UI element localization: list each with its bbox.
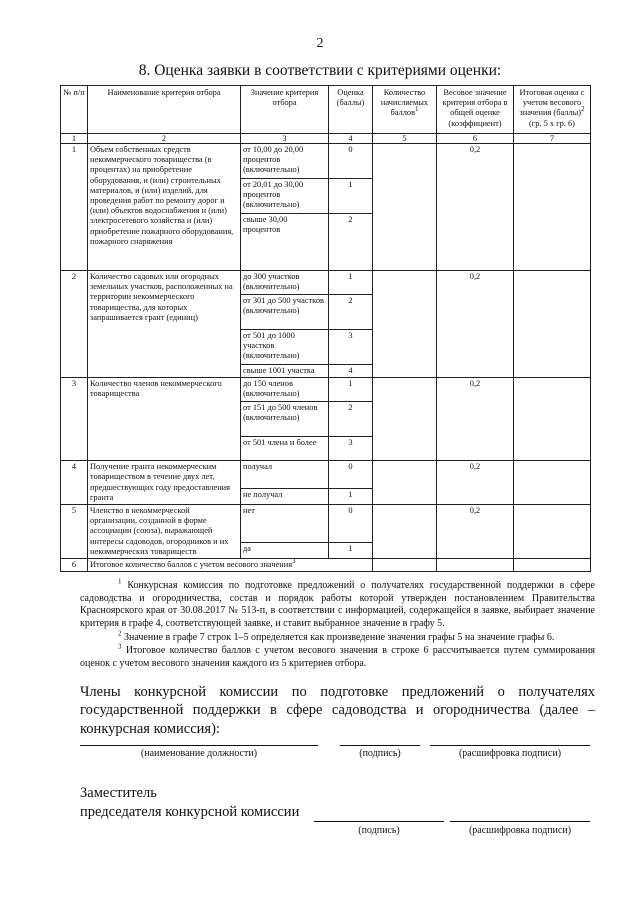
points-cell <box>373 271 437 378</box>
header-weight: Весовое значение критерия отбора в общей оценке (коэффициент) <box>437 86 514 134</box>
footnote-text: Итоговое количество баллов с учетом весового значения в строке 6 рассчитывается путем суммирования оценок с учетом весового значения каждого из 5 критериев отбора. <box>80 645 596 669</box>
footnote-text: Конкурсная комиссия по подготовке предложений о получателях государственной поддержки в сфере садоводства и огородничества, состав и порядок работы которой утвержден постановлением Правительства Красноярского края от 30.08.2017 № 513-п, в соответствии с информацией, содержащейся в заявке, выбирает значение критерия в графе 4, соответствующей заявке, и ставит выбранное значение в графу 5. <box>80 580 596 629</box>
final-score-cell <box>514 461 591 505</box>
col-number: 3 <box>241 134 329 144</box>
criterion-score: 0 <box>329 505 373 543</box>
criterion-name: Количество членов некоммерческого товарищества <box>88 378 241 461</box>
header-final-text: Итоговая оценка с учетом весового значения (баллы) <box>519 88 585 118</box>
criterion-score: 0 <box>329 144 373 179</box>
page-number: 2 <box>316 36 324 51</box>
signature-line <box>340 745 420 746</box>
criterion-name: Объем собственных средств некоммерческого товарищества (в процентах) на приобретение оборудования, и (или) строительных материалов, и (или) изделий, для проведения работ по ремонту дорог и (или) объектов водоснабжения и (или) электросетевого хозяйства и (или) приобретение пожарного оборудования, пожарного снаряжения <box>88 144 241 271</box>
decoding-line <box>430 745 590 746</box>
criterion-value: от 151 до 500 членов (включительно) <box>241 402 329 437</box>
criterion-score: 0 <box>329 461 373 489</box>
deputy-line-1: Заместитель <box>80 785 157 801</box>
criterion-score: 1 <box>329 543 373 559</box>
criterion-value: до 150 членов (включительно) <box>241 378 329 402</box>
criterion-score: 3 <box>329 330 373 365</box>
table-row <box>61 505 591 543</box>
footnote-ref-2: 2 <box>581 105 585 114</box>
weight-cell: 0,2 <box>437 461 514 505</box>
criterion-value: нет <box>241 505 329 543</box>
caption-signature: (подпись) <box>359 748 401 759</box>
row-number: 4 <box>61 461 88 505</box>
criterion-name: Членство в некоммерческой организации, созданной в форме ассоциации (союза), выражающей интересы садоводов, огородников и их некоммерческих товариществ <box>88 505 241 559</box>
section-title: 8. Оценка заявки в соответствии с критериями оценки: <box>138 62 502 79</box>
total-points-cell <box>373 559 437 572</box>
column-numbers-row <box>61 134 591 144</box>
criterion-score: 1 <box>329 489 373 505</box>
criterion-value: да <box>241 543 329 559</box>
criterion-value: получал <box>241 461 329 489</box>
col-number: 1 <box>61 134 88 144</box>
total-label-cell <box>88 559 373 572</box>
table-row <box>61 144 591 179</box>
footnote-text: Значение в графе 7 строк 1–5 определяется как произведение значения графы 5 на значение графы 6. <box>124 632 555 643</box>
criterion-score: 2 <box>329 214 373 271</box>
total-label: Итоговое количество баллов с учетом весового значения <box>90 560 293 570</box>
final-score-cell <box>514 378 591 461</box>
deputy-signature-line <box>314 821 444 822</box>
weight-cell: 0,2 <box>437 505 514 559</box>
footnote-1 <box>80 577 596 630</box>
footnote-mark: 1 <box>118 577 122 586</box>
points-cell <box>373 144 437 271</box>
criterion-name: Получение гранта некоммерческим товариществом в течение двух лет, предшествующих году предоставления гранта <box>88 461 241 505</box>
table-header-row <box>61 86 591 134</box>
header-num: № п/п <box>61 86 88 134</box>
table-row <box>61 378 591 402</box>
total-weight-cell <box>437 559 514 572</box>
points-cell <box>373 378 437 461</box>
header-score: Оценка (баллы) <box>329 86 373 134</box>
criterion-value: до 300 участков (включительно) <box>241 271 329 295</box>
final-score-cell <box>514 271 591 378</box>
caption-decoding: (расшифровка подписи) <box>458 748 562 759</box>
points-cell <box>373 505 437 559</box>
row-number: 6 <box>61 559 88 572</box>
criterion-name: Количество садовых или огородных земельных участков, расположенных на территории некоммерческого товарищества, для которых запрашивается грант (единиц) <box>88 271 241 378</box>
criterion-value: не получал <box>241 489 329 505</box>
col-number: 5 <box>373 134 437 144</box>
header-criterion: Наименование критерия отбора <box>88 86 241 134</box>
table-row <box>61 271 591 295</box>
criterion-score: 2 <box>329 295 373 330</box>
criterion-score: 1 <box>329 179 373 214</box>
table-row <box>61 461 591 489</box>
row-number: 3 <box>61 378 88 461</box>
deputy-caption-decoding: (расшифровка подписи) <box>468 825 572 836</box>
deputy-line-2: председателя конкурсной комиссии <box>80 804 300 820</box>
footnote-mark: 3 <box>118 642 122 651</box>
weight-cell: 0,2 <box>437 271 514 378</box>
col-number: 2 <box>88 134 241 144</box>
weight-cell: 0,2 <box>437 144 514 271</box>
deputy-decoding-line <box>450 821 590 822</box>
footnote-3 <box>80 642 596 670</box>
col-number: 6 <box>437 134 514 144</box>
footnote-ref-3: 3 <box>292 558 296 566</box>
deputy-title <box>80 784 299 822</box>
footnote-2 <box>80 629 595 645</box>
final-score-cell <box>514 505 591 559</box>
criterion-score: 2 <box>329 402 373 437</box>
criterion-value: от 10,00 до 20,00 процентов (включительно) <box>241 144 329 179</box>
commission-members-text: Члены конкурсной комиссии по подготовке предложений о получателях государственной поддержки в сфере садоводства и огородничества (далее – конкурсная комиссия): <box>80 684 595 737</box>
header-count <box>373 86 437 134</box>
header-count-text: Количество начисляемых баллов <box>380 88 429 118</box>
col-number: 4 <box>329 134 373 144</box>
caption-position: (наименование должности) <box>140 748 258 759</box>
total-row <box>61 559 591 572</box>
criterion-score: 1 <box>329 378 373 402</box>
deputy-caption-signature: (подпись) <box>358 825 400 836</box>
total-final-cell <box>514 559 591 572</box>
col-number: 7 <box>514 134 591 144</box>
header-value: Значение критерия отбора <box>241 86 329 134</box>
row-number: 2 <box>61 271 88 378</box>
position-line <box>80 745 318 746</box>
criterion-score: 4 <box>329 365 373 378</box>
criterion-value: от 501 члена и более <box>241 437 329 461</box>
row-number: 1 <box>61 144 88 271</box>
weight-cell: 0,2 <box>437 378 514 461</box>
footnote-mark: 2 <box>118 629 122 638</box>
criteria-table <box>60 85 591 572</box>
row-number: 5 <box>61 505 88 559</box>
footnote-ref-1: 1 <box>415 105 419 114</box>
header-final-formula: (гр. 5 х гр. 6) <box>529 118 575 128</box>
final-score-cell <box>514 144 591 271</box>
criterion-score: 1 <box>329 271 373 295</box>
header-final <box>514 86 591 134</box>
criterion-value: от 20,01 до 30,00 процентов (включительно) <box>241 179 329 214</box>
criterion-score: 3 <box>329 437 373 461</box>
criterion-value: от 501 до 1000 участков (включительно) <box>241 330 329 365</box>
criterion-value: свыше 1001 участка <box>241 365 329 378</box>
criterion-value: свыше 30,00 процентов <box>241 214 329 271</box>
points-cell <box>373 461 437 505</box>
criterion-value: от 301 до 500 участков (включительно) <box>241 295 329 330</box>
